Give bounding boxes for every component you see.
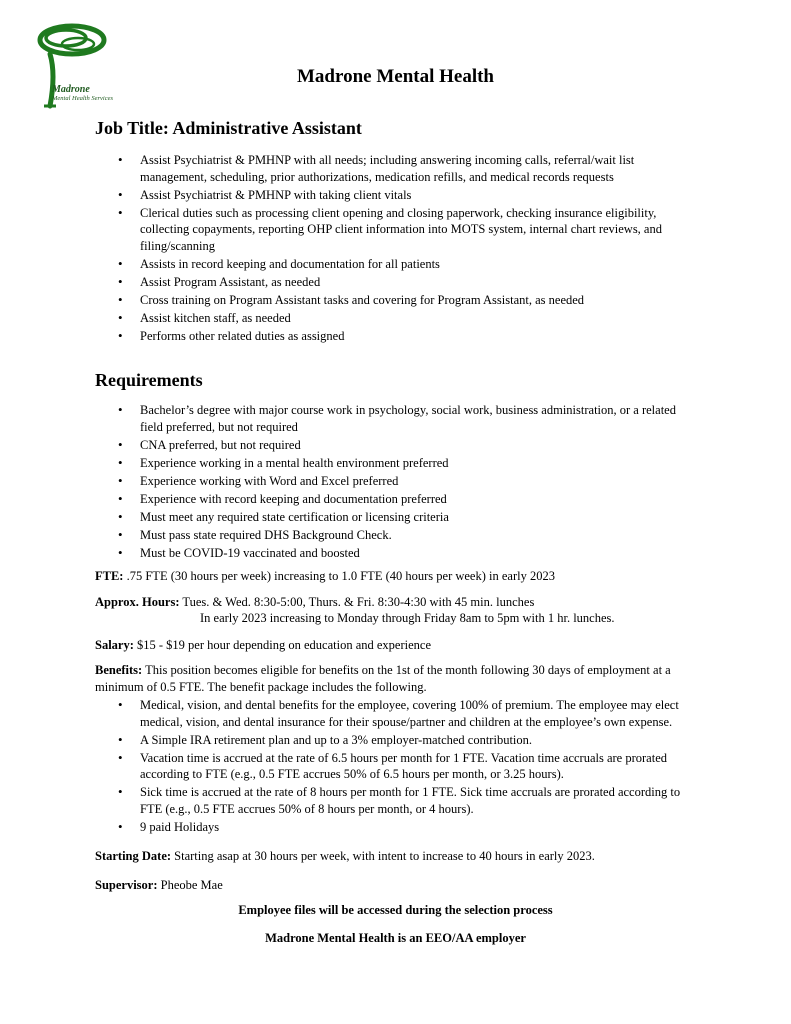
list-item: • A Simple IRA retirement plan and up to a 3% employer-matched contribution. — [116, 732, 686, 749]
list-item: • Must be COVID-19 vaccinated and boosted — [116, 545, 676, 562]
list-item: • Vacation time is accrued at the rate of 6.5 hours per month for 1 FTE. Vacation time accruals are prorated according to FTE (e.g., 0.5 FTE accrues 50% of 6.5 hours per month, or 3.25 hours). — [116, 750, 686, 783]
list-item: • Performs other related duties as assigned — [116, 328, 676, 345]
list-item: • Experience working in a mental health environment preferred — [116, 455, 676, 472]
requirements-list — [116, 402, 676, 563]
list-item: • Assist Program Assistant, as needed — [116, 274, 676, 291]
list-item: • Experience with record keeping and documentation preferred — [116, 491, 676, 508]
list-item: • Cross training on Program Assistant tasks and covering for Program Assistant, as needed — [116, 292, 676, 309]
list-item: • Assists in record keeping and documentation for all patients — [116, 256, 676, 273]
duties-list — [116, 152, 676, 346]
fte-line — [95, 568, 695, 585]
list-item: • Assist Psychiatrist & PMHNP with taking client vitals — [116, 187, 676, 204]
list-item: • Assist Psychiatrist & PMHNP with all needs; including answering incoming calls, referral/wait list management, scheduling, prior authorizations, medication refills, and medical records requests — [116, 152, 676, 185]
starting-date-line — [95, 848, 695, 865]
hours-line — [95, 594, 534, 611]
page-title: Madrone Mental Health — [296, 66, 494, 87]
hours-line1: Tues. & Wed. 8:30-5:00, Thurs. & Fri. 8:30-4:30 with 45 min. lunches — [179, 595, 535, 609]
supervisor-line — [95, 877, 695, 894]
fte-text: .75 FTE (30 hours per week) increasing to 1.0 FTE (40 hours per week) in early 2023 — [123, 569, 555, 583]
starting-label: Starting Date: — [95, 849, 172, 863]
list-item: • Medical, vision, and dental benefits for the employee, covering 100% of premium. The employee may elect medical, vision, and dental insurance for their spouse/partner and children at the employee’s own expense. — [116, 697, 686, 730]
supervisor-text: Pheobe Mae — [157, 878, 223, 892]
logo-line1: Madrone — [52, 84, 90, 95]
logo-line2: Mental Health Services — [52, 95, 114, 102]
list-item: • Must pass state required DHS Background Check. — [116, 527, 676, 544]
benefits-text: This position becomes eligible for benefits on the 1st of the month following 30 days of employment at a minimum of 0.5 FTE. The benefit package includes the following. — [95, 663, 671, 694]
list-item: • Must meet any required state certification or licensing criteria — [116, 509, 676, 526]
supervisor-label: Supervisor: — [95, 878, 158, 892]
list-item: • Assist kitchen staff, as needed — [116, 310, 676, 327]
salary-label: Salary: — [95, 638, 134, 652]
hours-line2: In early 2023 increasing to Monday through Friday 8am to 5pm with 1 hr. lunches. — [200, 611, 615, 625]
list-item: • Bachelor’s degree with major course work in psychology, social work, business administration, or a related field preferred, but not required — [116, 402, 676, 435]
benefits-label: Benefits: — [95, 663, 143, 677]
footer-line1: Employee files will be accessed during the selection process — [238, 903, 553, 917]
salary-text: $15 - $19 per hour depending on education and experience — [133, 638, 432, 652]
benefits-list — [116, 697, 686, 837]
list-item: • Clerical duties such as processing client opening and closing paperwork, checking insurance eligibility, collecting copayments, reporting OHP client information into MOTS system, internal chart reviews, and filing/scanning — [116, 205, 676, 255]
footer-line2: Madrone Mental Health is an EEO/AA employer — [265, 931, 526, 945]
benefits-paragraph — [95, 662, 685, 695]
fte-label: FTE: — [95, 569, 124, 583]
list-item: • CNA preferred, but not required — [116, 437, 676, 454]
requirements-heading: Requirements — [95, 370, 203, 390]
salary-line — [95, 637, 695, 654]
list-item: • Sick time is accrued at the rate of 8 hours per month for 1 FTE. Sick time accruals are prorated according to FTE (e.g., 0.5 FTE accrues 50% of 8 hours per month, or 4 hours). — [116, 784, 686, 817]
hours-label: Approx. Hours: — [95, 595, 180, 609]
list-item: • 9 paid Holidays — [116, 819, 686, 836]
list-item: • Experience working with Word and Excel preferred — [116, 473, 676, 490]
job-title: Job Title: Administrative Assistant — [95, 118, 362, 138]
starting-text: Starting asap at 30 hours per week, with intent to increase to 40 hours in early 2023. — [171, 849, 595, 863]
